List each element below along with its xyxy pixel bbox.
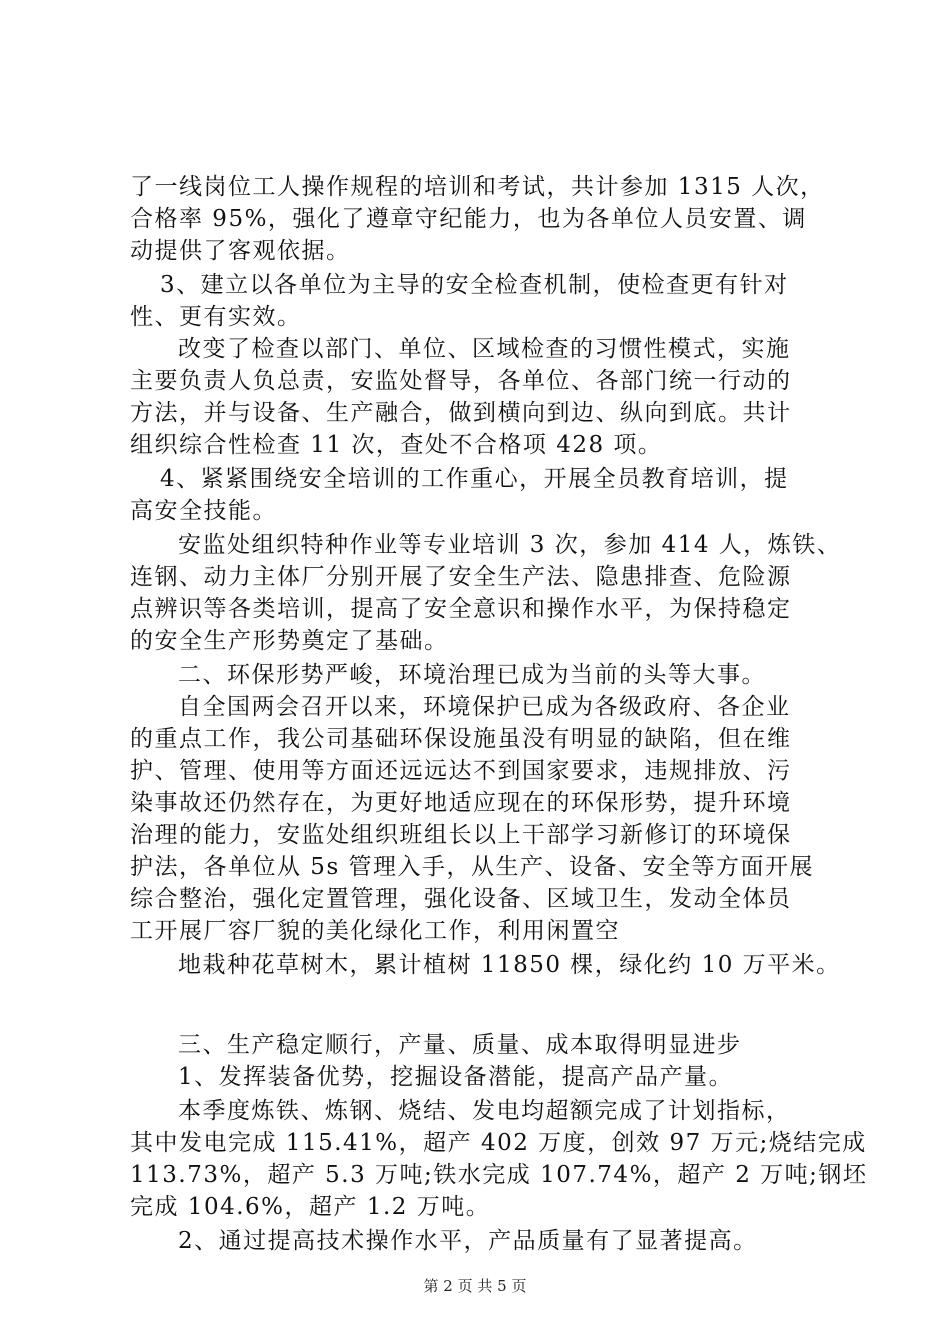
body-text-line: 的安全生产形势奠定了基础。 <box>130 628 449 654</box>
section-heading: 2、通过提高技术操作水平，产品质量有了显著提高。 <box>178 1228 758 1254</box>
body-text-line: 点辨识等各类培训，提高了安全意识和操作水平，为保持稳定 <box>130 596 792 622</box>
body-text-line: 地栽种花草树木，累计植树 11850 棵，绿化约 10 万平米。 <box>178 952 841 978</box>
paragraph-first-line: 自全国两会召开以来，环境保护已成为各级政府、各企业 <box>178 694 791 720</box>
section-heading: 三、生产稳定顺行，产量、质量、成本取得明显进步 <box>178 1032 742 1058</box>
body-text-line: 组织综合性检查 11 次，查处不合格项 428 项。 <box>130 432 663 458</box>
body-text-line: 染事故还仍然存在，为更好地适应现在的环保形势，提升环境 <box>130 790 792 816</box>
body-text-line: 护、管理、使用等方面还远远达不到国家要求，违规排放、污 <box>130 758 792 784</box>
section-heading: 4、紧紧围绕安全培训的工作重心，开展全员教育培训，提 <box>160 466 789 492</box>
paragraph-first-line: 本季度炼铁、炼钢、烧结、发电均超额完成了计划指标， <box>178 1098 791 1124</box>
body-text-line: 的重点工作，我公司基础环保设施虽没有明显的缺陷，但在维 <box>130 726 792 752</box>
page-footer: 第 2 页 共 5 页 <box>423 1277 527 1295</box>
body-text-line: 高安全技能。 <box>130 498 277 524</box>
body-text-line: 动提供了客观依据。 <box>130 238 351 264</box>
paragraph-first-line: 安监处组织特种作业等专业培训 3 次，参加 414 人，炼铁、 <box>178 532 842 558</box>
body-text-line: 主要负责人负总责，安监处督导，各单位、各部门统一行动的 <box>130 368 792 394</box>
body-text-line: 方法，并与设备、生产融合，做到横向到边、纵向到底。共计 <box>130 400 792 426</box>
body-text-line: 连钢、动力主体厂分别开展了安全生产法、隐患排查、危险源 <box>130 564 792 590</box>
body-text-line: 性、更有实效。 <box>130 304 302 330</box>
section-heading: 3、建立以各单位为主导的安全检查机制，使检查更有针对 <box>160 272 789 298</box>
section-heading: 1、发挥装备优势，挖掘设备潜能，提高产品产量。 <box>178 1064 734 1090</box>
body-text-line: 综合整治，强化定置管理，强化设备、区域卫生，发动全体员 <box>130 886 792 912</box>
body-text-line: 完成 104.6%，超产 1.2 万吨。 <box>130 1194 491 1220</box>
body-text-line: 了一线岗位工人操作规程的培训和考试，共计参加 1315 人次， <box>130 174 825 200</box>
body-text-line: 其中发电完成 115.41%，超产 402 万度，创效 97 万元;烧结完成 <box>130 1130 867 1156</box>
body-text-line: 113.73%，超产 5.3 万吨;铁水完成 107.74%，超产 2 万吨;钢坯 <box>130 1162 868 1188</box>
body-text-line: 工开展厂容厂貌的美化绿化工作，利用闲置空 <box>130 918 620 944</box>
body-text-line: 治理的能力，安监处组织班组长以上干部学习新修订的环境保 <box>130 822 792 848</box>
paragraph-first-line: 改变了检查以部门、单位、区域检查的习惯性模式，实施 <box>178 336 791 362</box>
body-text-line: 护法，各单位从 5s 管理入手，从生产、设备、安全等方面开展 <box>130 854 815 880</box>
body-text-line: 合格率 95%，强化了遵章守纪能力，也为各单位人员安置、调 <box>130 206 807 232</box>
section-heading: 二、环保形势严峻，环境治理已成为当前的头等大事。 <box>178 662 766 688</box>
